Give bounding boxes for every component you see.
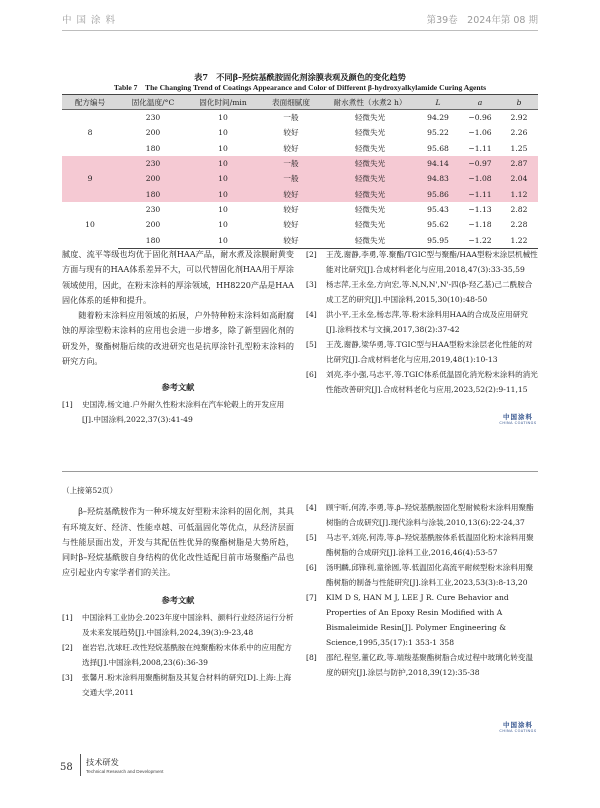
table-cell: 10 (218, 113, 228, 123)
bottom-left-column (62, 483, 294, 700)
table-cell: 95.22 (427, 128, 449, 138)
reference-number: [5] (306, 340, 317, 349)
journal-name: 中 国 涂 料 (62, 15, 117, 26)
reference-number: [1] (62, 400, 73, 410)
table-cell: 94.29 (427, 113, 449, 123)
reference-text: 刘亮,李小强,马志平,等.TGIC体系低温固化消光粉末涂料的消光性能改善研究[J].合成材料老化与应用,2023,52(2):9-11,15 (326, 370, 538, 394)
table-cell: 轻微失光 (354, 204, 386, 214)
reference-list (62, 397, 294, 427)
table-cell: 较好 (283, 128, 299, 138)
table-cell: 180 (145, 143, 161, 153)
table-cell: 95.86 (416, 186, 460, 201)
section-name-en: Technical Research and Development (86, 769, 164, 774)
reference-item (62, 670, 294, 700)
table-row (62, 125, 538, 140)
table-cell: 180 (118, 232, 188, 248)
top-right-column (306, 247, 538, 397)
table-column-header: 固化温度/°C (118, 95, 188, 110)
continued-note: （上接第52页） (62, 486, 118, 495)
table-cell: −1.11 (468, 143, 492, 153)
reference-text: 马志平,刘亮,何涛,等.β–羟烷基酰胺体系低温固化粉末涂料用聚酯树脂的合成研究[J].涂料工业,2016,46(4):53-57 (326, 533, 534, 557)
reference-item (62, 397, 294, 427)
reference-list (62, 610, 294, 700)
reference-number: [3] (306, 280, 317, 289)
body-paragraph: 腻度、流平等级也均优于固化剂HAA产品，耐水煮及涂膜耐黄变方面与现有的HAA体系差异不大，可以代替固化剂HAA用于厚涂领域使用，因此，在粉末涂料的厚涂领域，HH8220产品是HAA固化体系的延伸和提升。 (62, 249, 294, 305)
table-cell: 10 (188, 232, 258, 248)
table-cell: 1.25 (510, 143, 528, 153)
table-cell: −0.96 (468, 113, 492, 123)
top-left-column (62, 247, 294, 427)
table-column-header: 耐水煮性（水煮2 h） (324, 95, 416, 110)
table-row (62, 232, 538, 248)
formula-id-cell: 10 (85, 220, 95, 230)
journal-logo (496, 412, 540, 425)
reference-item (306, 530, 538, 560)
page-number: 58 (60, 762, 73, 773)
body-paragraph: β–羟烷基酰胺作为一种环境友好型粉末涂料的固化剂，其具有环境友好、经济、性能卓越、可低温固化等优点，从经济层面与性能层面出发，开发与其配伍性优异的聚酯树脂是大势所趋，同时β–羟烷基酰胺自身结构的优化改性适配目前市场聚酯产品也应引起业内专家学者们的关注。 (62, 506, 294, 578)
reference-text: 杨志萍,王永垒,方向宏,等.N,N,N',N'-四(β-羟乙基)己二酰胺合成工艺的研究[J].中国涂料,2015,30(10):48-50 (326, 280, 533, 304)
table-cell: 2.26 (510, 128, 528, 138)
reference-number: [8] (306, 653, 317, 662)
reference-text: 邵纪,程坚,董亿政,等.端羧基聚酯树脂合成过程中玻璃化转变温度的研究[J].涂层与防护,2018,39(12):35-38 (326, 653, 534, 677)
table-column-header: 表面细腻度 (258, 95, 324, 110)
reference-item (62, 640, 294, 670)
reference-item (306, 650, 538, 680)
footer-divider (80, 754, 81, 776)
table-cell: 180 (118, 186, 188, 201)
table-cell: 2.04 (500, 171, 538, 186)
logo-text-en: CHINA COATINGS (499, 421, 537, 425)
reference-text: 史国涛,杨文迪.户外耐久性粉末涂料在汽车轮毂上的开发应用[J].中国涂料,2022,37(3):41-49 (82, 400, 285, 425)
table-cell: 1.22 (500, 232, 538, 248)
references-title: 参考文献 (161, 594, 195, 605)
reference-item (306, 590, 538, 650)
table-cell: −1.08 (460, 171, 500, 186)
table-cell: 一般 (258, 156, 324, 171)
table-row (62, 156, 538, 171)
reference-number: [4] (306, 310, 317, 319)
reference-text: 汤明麟,邱锋利,童徐圆,等.低温固化高流平耐候型粉末涂料用聚酯树脂的制备与性能研究[J].涂料工业,2023,53(3):8-13,20 (326, 563, 534, 587)
header-divider (62, 30, 538, 31)
reference-item (306, 560, 538, 590)
table-cell: 轻微失光 (354, 220, 386, 230)
reference-text: KIM D S, HAN M J, LEE J R. Cure Behavior and Properties of An Epoxy Resin Modified with A Bismaleimide Resin[J]. Polymer Engineering & Science,1995,35(17):1 353-1 358 (326, 593, 509, 647)
table-cell: 94.14 (416, 156, 460, 171)
table-cell: 轻微失光 (324, 232, 416, 248)
table-cell: 10 (188, 156, 258, 171)
table-cell: 95.43 (427, 204, 449, 214)
table-caption-en: Table 7 The Changing Trend of Coatings Appearance and Color of Different β-hydroxyalkylamide Curing Agents (113, 83, 487, 92)
reference-number: [4] (306, 503, 317, 512)
reference-number: [2] (62, 642, 73, 652)
table-row (62, 110, 538, 126)
reference-number: [5] (306, 533, 317, 542)
table-cell: 95.62 (427, 220, 449, 230)
reference-number: [6] (306, 370, 317, 379)
table-cell: 轻微失光 (324, 186, 416, 201)
table-cell: 较好 (258, 232, 324, 248)
bottom-right-column (306, 500, 538, 680)
table-cell: 2.87 (500, 156, 538, 171)
table-cell: 200 (118, 171, 188, 186)
reference-text: 洪小平,王永垒,杨志萍,等.粉末涂料用HAA的合成及应用研究[J].涂料技术与文摘,2017,38(2):37-42 (326, 310, 528, 334)
reference-list (306, 247, 538, 397)
reference-number: [7] (306, 593, 317, 602)
table-cell: 1.12 (500, 186, 538, 201)
table-row (62, 141, 538, 156)
reference-text: 张馨月.粉末涂料用聚酯树脂及其复合材料的研究[D].上海:上海交通大学,2011 (82, 672, 292, 697)
reference-text: 中国涂料工业协会.2023年度中国涂料、颜料行业经济运行分析及未来发展趋势[J].中国涂料,2024,39(3):9-23,48 (82, 612, 294, 637)
section-name-cn: 技术研发 (86, 757, 119, 767)
table-cell: −1.06 (468, 128, 492, 138)
table-cell: 2.92 (510, 113, 528, 123)
table-cell: −0.97 (460, 156, 500, 171)
table-cell: 较好 (283, 143, 299, 153)
table-cell: 95.68 (427, 143, 449, 153)
table-header-row (62, 95, 538, 110)
table-cell: 10 (218, 220, 228, 230)
table-row (62, 217, 538, 232)
references-title: 参考文献 (161, 382, 195, 393)
table-cell: 一般 (283, 113, 299, 123)
formula-id-cell: 8 (87, 128, 93, 138)
reference-list (306, 500, 538, 680)
table-cell: 一般 (258, 171, 324, 186)
reference-item (62, 610, 294, 640)
table-caption-cn: 表7 不同β–羟烷基酰胺固化剂涂膜表观及颜色的变化趋势 (194, 72, 406, 82)
article-separator (62, 471, 538, 472)
journal-logo (496, 720, 540, 733)
logo-text-cn: 中国涂料 (503, 721, 533, 729)
reference-text: 顾宇昕,何涛,李勇,等.β–羟烷基酰胺固化型耐候粉末涂料用聚酯树脂的合成研究[J].现代涂料与涂装,2010,13(6):22-24,37 (326, 503, 534, 527)
table-column-header: L (416, 95, 460, 110)
table-cell: 轻微失光 (354, 143, 386, 153)
reference-number: [1] (62, 612, 73, 622)
reference-item (306, 500, 538, 530)
reference-text: 王茂,谢静,梁华勇,等.TGIC型与HAA型粉末涂层老化性能的对比研究[J].合成材料老化与应用,2019,48(1):10-13 (326, 340, 533, 364)
table-cell: 10 (188, 186, 258, 201)
reference-item (306, 367, 538, 397)
logo-text-cn: 中国涂料 (503, 413, 533, 421)
issue-info: 第39卷 2024年第 08 期 (426, 15, 538, 26)
table-column-header: 配方编号 (62, 95, 118, 110)
table-cell: 轻微失光 (324, 156, 416, 171)
table-row (62, 202, 538, 217)
table-cell: 200 (145, 128, 161, 138)
table-cell: −1.22 (460, 232, 500, 248)
logo-text-en: CHINA COATINGS (499, 729, 537, 733)
reference-text: 崔岩岩,沈球旺.改性羟烷基酰胺在纯聚酯粉末体系中的应用配方选择[J].中国涂料,2008,23(6):36-39 (82, 642, 292, 667)
table-cell: 10 (218, 143, 228, 153)
table-cell: 230 (118, 156, 188, 171)
table-cell: −1.18 (468, 220, 492, 230)
data-table (62, 94, 538, 249)
table-cell: −1.13 (468, 204, 492, 214)
table-cell: −1.11 (460, 186, 500, 201)
table-cell: 230 (145, 113, 161, 123)
table-cell: 230 (145, 204, 161, 214)
table-cell: 200 (145, 220, 161, 230)
table-cell: 10 (188, 171, 258, 186)
table-cell: 2.82 (510, 204, 528, 214)
reference-number: [6] (306, 563, 317, 572)
reference-item (306, 337, 538, 367)
reference-number: [3] (62, 672, 73, 682)
table-row (62, 171, 538, 186)
table-cell: 2.28 (510, 220, 528, 230)
reference-item (306, 277, 538, 307)
running-header (62, 12, 538, 28)
reference-item (306, 247, 538, 277)
table-column-header: b (500, 95, 538, 110)
reference-number: [2] (306, 250, 317, 259)
table-column-header: a (460, 95, 500, 110)
table-cell: 94.83 (416, 171, 460, 186)
table-cell: 轻微失光 (354, 113, 386, 123)
table-cell: 较好 (283, 220, 299, 230)
table-row (62, 186, 538, 201)
table-cell: 较好 (258, 186, 324, 201)
formula-id-cell: 9 (62, 156, 118, 202)
body-paragraph: 随着粉末涂料应用领域的拓展，户外特种粉末涂料如高耐腐蚀的厚涂型粉末涂料的应用也会进一步增多，除了新型固化剂的研发外，聚酯树脂后续的改进研究也是抗厚涂针孔型粉末涂料的研究方向。 (62, 310, 294, 367)
reference-item (306, 307, 538, 337)
table-cell: 轻微失光 (354, 128, 386, 138)
table-cell: 10 (218, 204, 228, 214)
reference-text: 王茂,谢静,李勇,等.聚酯/TGIC型与聚酯/HAA型粉末涂层机械性能对比研究[J].合成材料老化与应用,2018,47(3):33-35,59 (326, 250, 538, 274)
table-cell: 轻微失光 (324, 171, 416, 186)
table-column-header: 固化时间/min (188, 95, 258, 110)
table-cell: 较好 (283, 204, 299, 214)
table-cell: 95.95 (416, 232, 460, 248)
table-cell: 10 (218, 128, 228, 138)
